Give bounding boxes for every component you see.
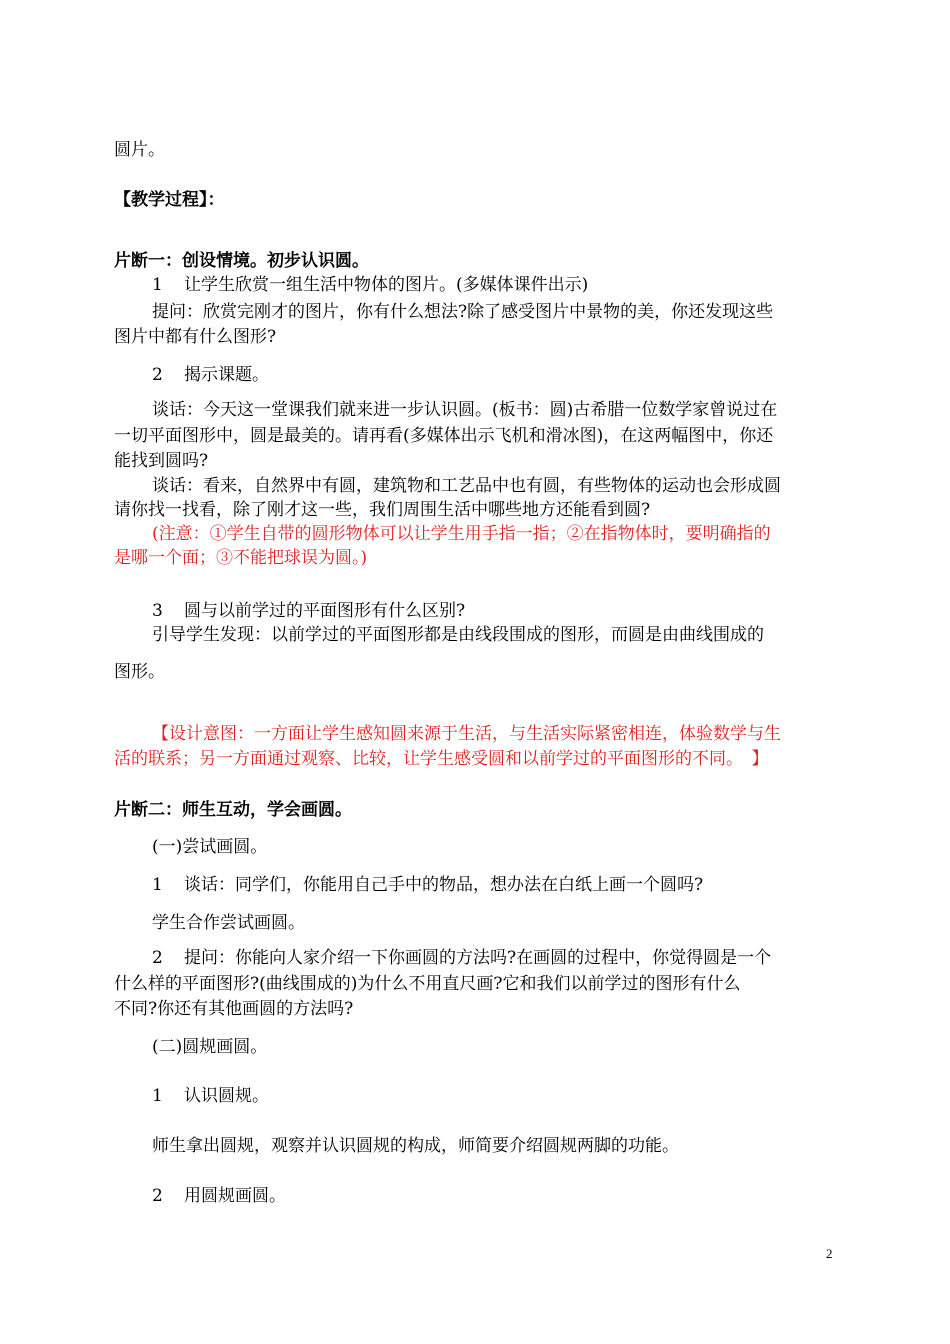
text-line: 引导学生发现：以前学过的平面图形都是由线段围成的图形，而圆是由曲线围成的 — [152, 625, 764, 645]
design-intent-line: 活的联系；另一方面通过观察、比较，让学生感受圆和以前学过的平面图形的不同。 】 — [114, 749, 769, 769]
section-heading: 【教学过程】： — [114, 190, 225, 210]
segment-heading: 片断一：创设情境。初步认识圆。 — [114, 251, 369, 271]
text-line: 师生拿出圆规，观察并认识圆规的构成，师简要介绍圆规两脚的功能。 — [152, 1136, 679, 1156]
item-text: 认识圆规。 — [184, 1086, 269, 1106]
item-text: 用圆规画圆。 — [184, 1186, 286, 1206]
numbered-item — [152, 873, 703, 897]
design-intent-line: 【设计意图：一方面让学生感知圆来源于生活，与生活实际紧密相连，体验数学与生 — [152, 724, 781, 744]
item-number: 2 — [152, 948, 163, 968]
subsection-heading: (二)圆规画圆。 — [152, 1037, 268, 1057]
item-text: 揭示课题。 — [184, 365, 269, 385]
text-line: 图片中都有什么图形? — [114, 327, 277, 347]
item-text: 谈话：同学们，你能用自己手中的物品，想办法在白纸上画一个圆吗? — [184, 875, 704, 895]
numbered-item — [152, 1084, 269, 1108]
note-line: (注意：①学生自带的圆形物体可以让学生用手指一指；②在指物体时，要明确指的 — [152, 524, 771, 544]
item-text: 让学生欣赏一组生活中物体的图片。(多媒体课件出示) — [184, 275, 589, 295]
numbered-item — [152, 1184, 286, 1208]
item-number: 1 — [152, 275, 163, 295]
page-number: 2 — [826, 1246, 833, 1261]
numbered-item — [152, 946, 771, 970]
text-line: 能找到圆吗? — [114, 451, 209, 471]
text-line: 谈话：今天这一堂课我们就来进一步认识圆。(板书：圆)古希腊一位数学家曾说过在 — [152, 400, 778, 420]
item-number: 2 — [152, 1186, 163, 1206]
numbered-item — [152, 599, 465, 623]
segment-heading: 片断二：师生互动，学会画圆。 — [114, 800, 352, 820]
text-line: 图形。 — [114, 662, 165, 682]
text-line: 谈话：看来，自然界中有圆，建筑物和工艺品中也有圆，有些物体的运动也会形成圆 — [152, 476, 781, 496]
numbered-item — [152, 363, 269, 387]
text-line: 一切平面图形中，圆是最美的。请再看(多媒体出示飞机和滑冰图)，在这两幅图中，你还 — [114, 426, 774, 446]
note-line: 是哪一个面；③不能把球误为圆。) — [114, 548, 368, 568]
text-line: 不同?你还有其他画圆的方法吗? — [114, 999, 354, 1019]
item-number: 3 — [152, 601, 163, 621]
text-line: 提问：欣赏完刚才的图片，你有什么想法?除了感受图片中景物的美，你还发现这些 — [152, 302, 774, 322]
numbered-item — [152, 273, 588, 297]
text-line: 学生合作尝试画圆。 — [152, 913, 305, 933]
item-number: 1 — [152, 875, 163, 895]
text-line: 圆片。 — [114, 140, 165, 160]
item-number: 2 — [152, 365, 163, 385]
text-line: 什么样的平面图形?(曲线围成的)为什么不用直尺画?它和我们以前学过的图形有什么 — [114, 974, 741, 994]
item-text: 提问：你能向人家介绍一下你画圆的方法吗?在画圆的过程中，你觉得圆是一个 — [184, 948, 772, 968]
text-line: 请你找一找看，除了刚才这一些，我们周围生活中哪些地方还能看到圆? — [114, 500, 651, 520]
item-number: 1 — [152, 1086, 163, 1106]
subsection-heading: (一)尝试画圆。 — [152, 837, 268, 857]
item-text: 圆与以前学过的平面图形有什么区别? — [184, 601, 466, 621]
